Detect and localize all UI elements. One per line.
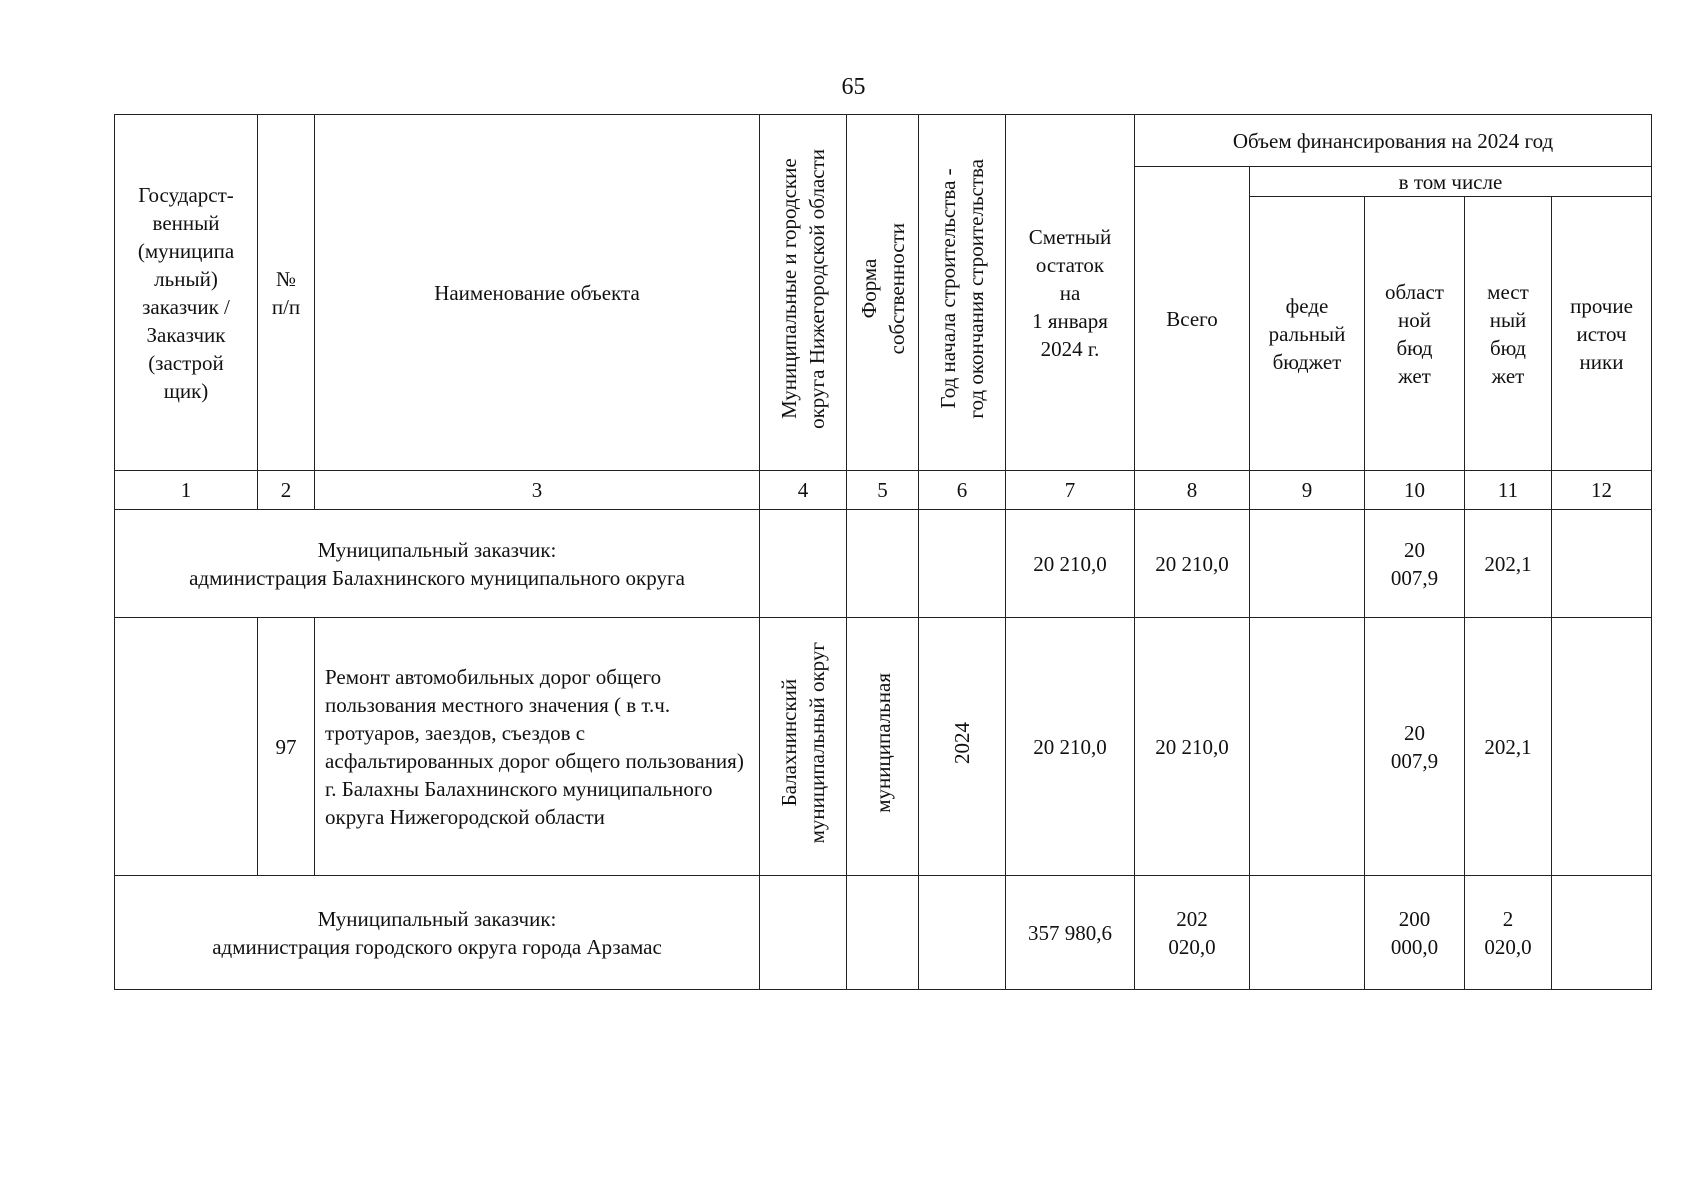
total-cell: 202 020,0 <box>1135 876 1250 990</box>
years-cell <box>919 876 1006 990</box>
header-including: в том числе <box>1250 167 1652 197</box>
table-row <box>115 510 1652 618</box>
header-estimate: Сметный остаток на 1 января 2024 г. <box>1006 115 1135 471</box>
col-number: 9 <box>1250 471 1365 510</box>
district-cell: Балахнинский муниципальный округ <box>760 618 847 876</box>
financing-table <box>114 114 1652 990</box>
header-customer: Государст- венный (муниципа льный) заказчик / Заказчик (застрой щик) <box>115 115 258 471</box>
federal-cell <box>1250 618 1365 876</box>
col-number: 5 <box>847 471 919 510</box>
local-cell: 2 020,0 <box>1465 876 1552 990</box>
header-district: Муниципальные и городские округа Нижегородской области <box>760 115 847 471</box>
customer-cell: Муниципальный заказчик: администрация городского округа города Арзамас <box>115 876 760 990</box>
years-cell <box>919 510 1006 618</box>
estimate-cell: 20 210,0 <box>1006 510 1135 618</box>
col-number: 4 <box>760 471 847 510</box>
col-number: 6 <box>919 471 1006 510</box>
total-cell: 20 210,0 <box>1135 510 1250 618</box>
other-cell <box>1552 876 1652 990</box>
header-row <box>115 115 1652 167</box>
header-federal: феде ральный бюджет <box>1250 197 1365 471</box>
page-number: 65 <box>841 74 866 100</box>
regional-cell: 20 007,9 <box>1365 618 1465 876</box>
header-total: Всего <box>1135 167 1250 471</box>
header-local: мест ный бюд жет <box>1465 197 1552 471</box>
other-cell <box>1552 510 1652 618</box>
customer-cell <box>115 618 258 876</box>
customer-cell: Муниципальный заказчик: администрация Балахнинского муниципального округа <box>115 510 760 618</box>
header-ownership: Форма собственности <box>847 115 919 471</box>
table-row <box>115 618 1652 876</box>
header-object-name: Наименование объекта <box>315 115 760 471</box>
col-number: 11 <box>1465 471 1552 510</box>
col-number: 7 <box>1006 471 1135 510</box>
federal-cell <box>1250 876 1365 990</box>
years-cell: 2024 <box>919 618 1006 876</box>
ownership-cell <box>847 510 919 618</box>
ownership-cell <box>847 876 919 990</box>
header-regional: област ной бюд жет <box>1365 197 1465 471</box>
district-cell <box>760 510 847 618</box>
object-name-cell: Ремонт автомобильных дорог общего пользования местного значения ( в т.ч. тротуаров, заездов, съездов с асфальтированных дорог общего пользования) г. Балахны Балахнинского муниципального округа Нижегородской области <box>315 618 760 876</box>
col-number: 1 <box>115 471 258 510</box>
total-cell: 20 210,0 <box>1135 618 1250 876</box>
col-number: 10 <box>1365 471 1465 510</box>
local-cell: 202,1 <box>1465 510 1552 618</box>
col-number: 2 <box>258 471 315 510</box>
header-funding-title: Объем финансирования на 2024 год <box>1135 115 1652 167</box>
ownership-cell: муниципальная <box>847 618 919 876</box>
column-number-row <box>115 471 1652 510</box>
table-row <box>115 876 1652 990</box>
col-number: 3 <box>315 471 760 510</box>
header-number: № п/п <box>258 115 315 471</box>
number-cell: 97 <box>258 618 315 876</box>
header-other: прочие источ ники <box>1552 197 1652 471</box>
other-cell <box>1552 618 1652 876</box>
estimate-cell: 357 980,6 <box>1006 876 1135 990</box>
regional-cell: 20 007,9 <box>1365 510 1465 618</box>
federal-cell <box>1250 510 1365 618</box>
header-years: Год начала строительства - год окончания строительства <box>919 115 1006 471</box>
col-number: 12 <box>1552 471 1652 510</box>
estimate-cell: 20 210,0 <box>1006 618 1135 876</box>
regional-cell: 200 000,0 <box>1365 876 1465 990</box>
district-cell <box>760 876 847 990</box>
col-number: 8 <box>1135 471 1250 510</box>
local-cell: 202,1 <box>1465 618 1552 876</box>
